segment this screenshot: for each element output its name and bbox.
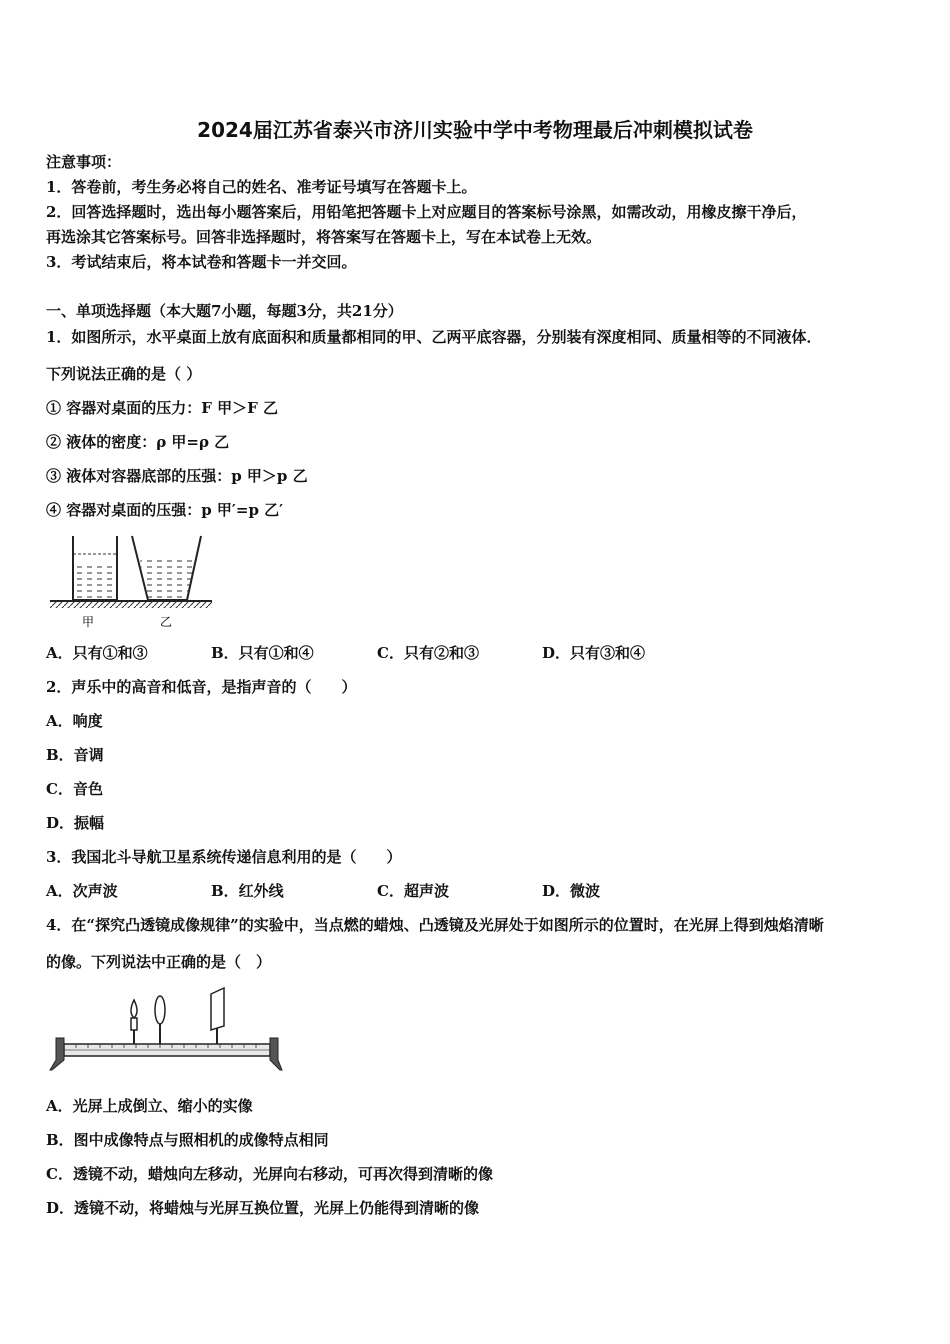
container-yi (132, 536, 201, 600)
convex-lens (155, 996, 165, 1044)
notice-item-2-cont: 再选涂其它答案标号。回答非选择题时，将答案写在答题卡上，写在本试卷上无效。 (46, 228, 602, 246)
label-yi: 乙 (160, 615, 173, 629)
q3-option-a[interactable]: A．次声波 (46, 882, 118, 900)
q4-option-a[interactable]: A．光屏上成倒立、缩小的实像 (46, 1097, 253, 1115)
q1-option-c[interactable]: C．只有②和③ (377, 644, 479, 662)
q1-option-b[interactable]: B．只有①和④ (211, 644, 314, 662)
notice-item-1: 1．答卷前，考生务必将自己的姓名、准考证号填写在答题卡上。 (46, 178, 477, 196)
q1-statement-1: ① 容器对桌面的压力：F 甲＞F 乙 (46, 399, 278, 417)
q3-option-b[interactable]: B．红外线 (211, 882, 284, 900)
q4-optical-bench-figure (46, 986, 286, 1076)
q1-statement-2: ② 液体的密度：ρ 甲=ρ 乙 (46, 433, 230, 451)
q3-stem: 3．我国北斗导航卫星系统传递信息利用的是（ ） (46, 848, 402, 866)
q1-stem-line2: 下列说法正确的是（ ） (46, 365, 202, 383)
notice-item-3: 3．考试结束后，将本试卷和答题卡一并交回。 (46, 253, 357, 271)
notice-item-2: 2．回答选择题时，选出每小题答案后，用铅笔把答题卡上对应题目的答案标号涂黑，如需改动，用橡皮擦干净后， (46, 203, 807, 221)
page-title: 2024届江苏省泰兴市济川实验中学中考物理最后冲刺模拟试卷 (197, 118, 753, 142)
notice-heading: 注意事项： (46, 153, 122, 171)
section-heading: 一、单项选择题（本大题7小题，每题3分，共21分） (46, 302, 403, 320)
q1-statement-3: ③ 液体对容器底部的压强：p 甲＞p 乙 (46, 467, 308, 485)
label-jia: 甲 (82, 615, 95, 629)
q2-stem: 2．声乐中的高音和低音，是指声音的（ ） (46, 678, 357, 696)
q2-option-b[interactable]: B．音调 (46, 746, 104, 764)
q2-option-a[interactable]: A．响度 (46, 712, 103, 730)
candle (131, 1000, 137, 1044)
q3-option-c[interactable]: C．超声波 (377, 882, 449, 900)
q1-option-d[interactable]: D．只有③和④ (542, 644, 646, 662)
light-screen (211, 988, 224, 1044)
q2-option-d[interactable]: D．振幅 (46, 814, 105, 832)
q1-containers-figure (46, 534, 216, 630)
q2-option-c[interactable]: C．音色 (46, 780, 103, 798)
q1-option-a[interactable]: A．只有①和③ (46, 644, 148, 662)
q4-option-d[interactable]: D．透镜不动，将蜡烛与光屏互换位置，光屏上仍能得到清晰的像 (46, 1199, 480, 1217)
q1-statement-4: ④ 容器对桌面的压强：p 甲′=p 乙′ (46, 501, 284, 519)
q4-option-b[interactable]: B．图中成像特点与照相机的成像特点相同 (46, 1131, 329, 1149)
q4-stem-line1: 4．在“探究凸透镜成像规律”的实验中，当点燃的蜡烛、凸透镜及光屏处于如图所示的位置时，在光屏上得到烛焰清晰 (46, 916, 824, 934)
q4-option-c[interactable]: C．透镜不动，蜡烛向左移动，光屏向右移动，可再次得到清晰的像 (46, 1165, 493, 1183)
q1-stem-line1: 1．如图所示，水平桌面上放有底面积和质量都相同的甲、乙两平底容器，分别装有深度相同、质量相等的不同液体． (46, 328, 822, 346)
q3-option-d[interactable]: D．微波 (542, 882, 601, 900)
q4-stem-line2: 的像。下列说法中正确的是（ ） (46, 953, 272, 971)
container-jia (73, 536, 117, 600)
